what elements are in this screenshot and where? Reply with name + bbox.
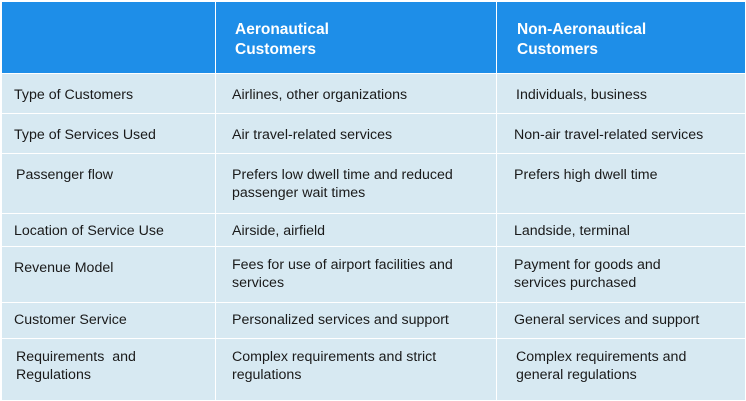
cell-line: general regulations	[516, 367, 637, 383]
aeronautical-cell	[216, 114, 497, 154]
cell-line: Air travel-related services	[232, 127, 393, 143]
header-aeronautical	[216, 2, 497, 74]
header-row	[2, 2, 746, 74]
cell-line: Complex requirements and	[516, 349, 687, 365]
cell-line: services purchased	[514, 275, 637, 291]
non-aeronautical-cell	[497, 247, 746, 303]
table-row	[2, 114, 746, 154]
row-label	[2, 74, 216, 114]
cell-line: passenger wait times	[232, 185, 366, 201]
cell-line: Airside, airfield	[232, 223, 326, 239]
row-label	[2, 154, 216, 214]
non-aeronautical-cell	[497, 214, 746, 247]
header-non-aeronautical-line1: Non-Aeronautical	[517, 21, 647, 38]
cell-line: Landside, terminal	[514, 223, 630, 239]
customer-comparison-table	[1, 1, 746, 401]
table-row	[2, 154, 746, 214]
cell-line: Personalized services and support	[232, 312, 449, 328]
cell-line: Location of Service Use	[14, 223, 164, 239]
cell-line: Type of Services Used	[14, 127, 156, 143]
cell-line: Type of Customers	[14, 87, 134, 103]
row-label	[2, 114, 216, 154]
table-row	[2, 74, 746, 114]
row-label	[2, 247, 216, 303]
non-aeronautical-cell	[497, 339, 746, 401]
cell-line: Individuals, business	[516, 87, 647, 103]
non-aeronautical-cell	[497, 74, 746, 114]
cell-line: Prefers low dwell time and reduced	[232, 167, 453, 183]
aeronautical-cell	[216, 154, 497, 214]
cell-line: Fees for use of airport facilities and	[232, 257, 453, 273]
table-row	[2, 303, 746, 339]
non-aeronautical-cell	[497, 303, 746, 339]
header-corner-cell	[2, 2, 216, 74]
non-aeronautical-cell	[497, 154, 746, 214]
aeronautical-cell	[216, 214, 497, 247]
header-aeronautical-line2: Customers	[235, 41, 316, 58]
header-aeronautical-line1: Aeronautical	[235, 21, 329, 38]
cell-line: Non-air travel-related services	[514, 127, 704, 143]
aeronautical-cell	[216, 247, 497, 303]
cell-line: Passenger flow	[16, 167, 113, 183]
cell-line: services	[232, 275, 285, 291]
cell-line: Airlines, other organizations	[232, 87, 408, 103]
cell-line: Complex requirements and strict	[232, 349, 437, 365]
header-non-aeronautical-line2: Customers	[517, 41, 598, 58]
cell-line: General services and support	[514, 312, 700, 328]
table-row	[2, 247, 746, 303]
cell-line: regulations	[232, 367, 302, 383]
table-row	[2, 214, 746, 247]
cell-line: Payment for goods and	[514, 257, 661, 273]
aeronautical-cell	[216, 339, 497, 401]
row-label	[2, 303, 216, 339]
aeronautical-cell	[216, 303, 497, 339]
row-label	[2, 214, 216, 247]
cell-line: Regulations	[16, 367, 91, 383]
cell-line: Customer Service	[14, 312, 127, 328]
table-row	[2, 339, 746, 401]
non-aeronautical-cell	[497, 114, 746, 154]
header-non-aeronautical	[497, 2, 746, 74]
cell-line: Revenue Model	[14, 260, 114, 276]
row-label	[2, 339, 216, 401]
cell-line: Prefers high dwell time	[514, 167, 658, 183]
cell-line: Requirements and	[16, 349, 136, 365]
aeronautical-cell	[216, 74, 497, 114]
